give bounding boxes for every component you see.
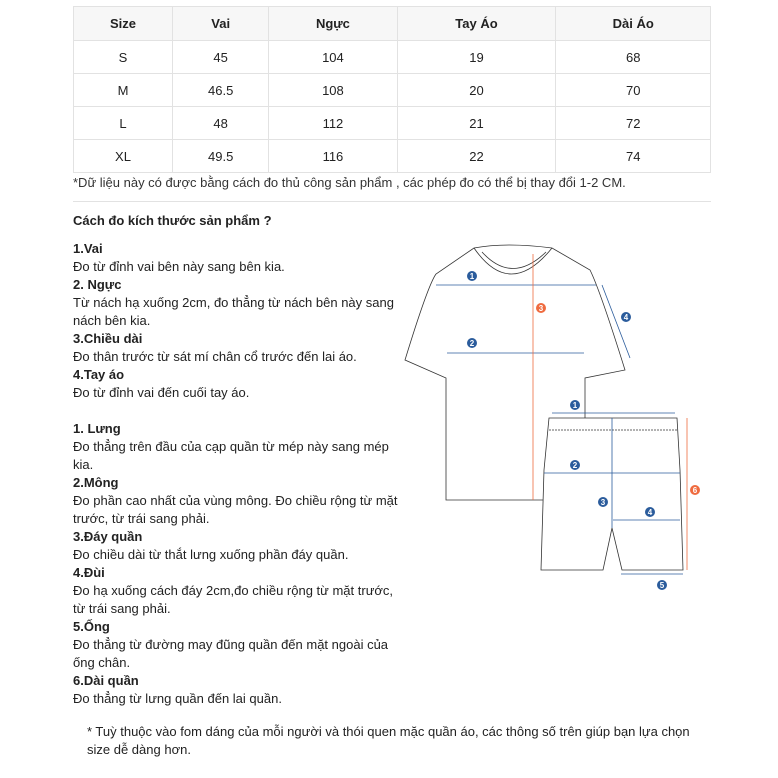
pants-step-text: Đo thẳng từ lưng quần đến lai quần. [73,691,282,706]
shirt-step-text: Đo từ đỉnh vai đến cuối tay áo. [73,385,250,400]
shirt-step-heading: 4.Tay áo [73,367,125,382]
guide-title: Cách đo kích thước sản phẩm ? [73,213,272,228]
measurement-note: *Dữ liệu này có được bằng cách đo thủ công sản phẩm , các phép đo có thể bị thay đổi 1-2 CM. [73,175,626,190]
table-cell: 49.5 [172,140,268,173]
table-cell: XL [74,140,173,173]
table-cell: 108 [269,74,397,107]
shirt-marker-label: 4 [623,313,629,322]
table-cell: 72 [556,107,711,140]
pants-step-text: Đo thẳng trên đầu của cạp quần từ mép này sang mép kia. [73,439,389,472]
divider [73,201,711,202]
pants-step-heading: 5.Ống [73,619,110,634]
measurement-diagram [400,230,720,590]
pants-step-heading: 4.Đùi [73,565,105,580]
table-cell: 70 [556,74,711,107]
table-cell: L [74,107,173,140]
header-vai: Vai [172,7,268,41]
table-cell: 112 [269,107,397,140]
pants-marker-label: 6 [692,486,698,495]
table-cell: S [74,41,173,74]
table-cell: 20 [397,74,556,107]
table-row [74,107,711,140]
pants-marker-label: 1 [572,401,578,410]
measurement-guide [73,212,403,708]
header-tay-ao: Tay Áo [397,7,556,41]
table-cell: 22 [397,140,556,173]
pants-step-heading: 1. Lưng [73,421,121,436]
table-row [74,41,711,74]
pants-step-heading: 6.Dài quần [73,673,139,688]
pants-marker-label: 3 [600,498,606,507]
shirt-step-text: Từ nách hạ xuống 2cm, đo thẳng từ nách bên này sang nách bên kia. [73,295,394,328]
shirt-step-heading: 3.Chiều dài [73,331,143,346]
size-table [73,6,711,173]
shirt-step-text: Đo từ đỉnh vai bên này sang bên kia. [73,259,285,274]
table-row [74,74,711,107]
pants-step-text: Đo thẳng từ đường may đũng quần đến mặt ngoài của ống chân. [73,637,389,670]
pants-step-text: Đo hạ xuống cách đáy 2cm,đo chiều rộng từ mặt trước, từ trái sang phải. [73,583,394,616]
pants-step-text: Đo phần cao nhất của vùng mông. Đo chiều rộng từ mặt trước, từ trái sang phải. [73,493,398,526]
header-size: Size [74,7,173,41]
table-cell: M [74,74,173,107]
footer-note: * Tuỳ thuộc vào fom dáng của mỗi người và thói quen mặc quần áo, các thông số trên giúp bạn lựa chọn size dễ dàng hơn. [87,724,690,757]
table-cell: 104 [269,41,397,74]
pants-marker-label: 2 [572,461,578,470]
pants-step-heading: 2.Mông [73,475,119,490]
table-row [74,140,711,173]
table-cell: 45 [172,41,268,74]
shirt-step-heading: 1.Vai [73,241,103,256]
shirt-step-text: Đo thân trước từ sát mí chân cổ trước đến lai áo. [73,349,357,364]
shirt-step-heading: 2. Ngực [73,277,122,292]
table-cell: 48 [172,107,268,140]
header-dai-ao: Dài Áo [556,7,711,41]
pants-marker-label: 5 [659,581,665,590]
header-nguc: Ngực [269,7,397,41]
table-cell: 68 [556,41,711,74]
shirt-marker-label: 2 [469,339,475,348]
table-cell: 46.5 [172,74,268,107]
shirt-marker-label: 3 [538,304,544,313]
shirt-marker-label: 1 [469,272,475,281]
table-cell: 19 [397,41,556,74]
table-cell: 74 [556,140,711,173]
pants-drawing [541,413,687,574]
table-cell: 21 [397,107,556,140]
pants-marker-label: 4 [647,508,653,517]
pants-step-heading: 3.Đáy quần [73,529,143,544]
table-cell: 116 [269,140,397,173]
pants-step-text: Đo chiều dài từ thắt lưng xuống phần đáy quần. [73,547,349,562]
